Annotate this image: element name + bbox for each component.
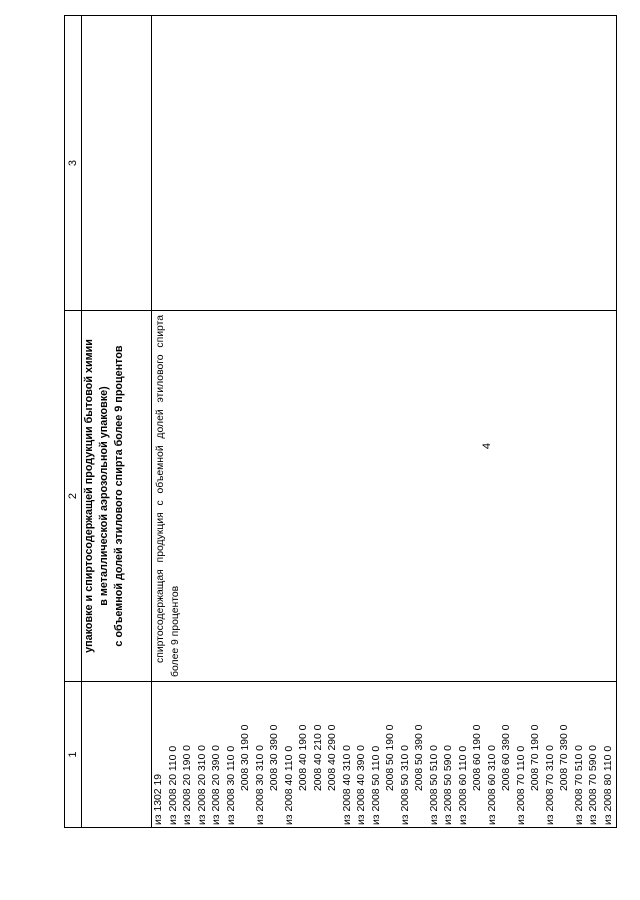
section-title-line: в металлической аэрозольной упаковке): [98, 386, 110, 606]
code-line: из 2008 50 590 0: [443, 745, 454, 825]
code-line: 2008 50 190 0: [385, 724, 396, 791]
header-col-1: 1: [65, 682, 82, 828]
code-line: из 2008 70 510 0: [573, 745, 585, 825]
tariff-codes-table: [64, 15, 617, 828]
description-text: спиртосодержащая продукция с объемной долей этилового спирта более 9 процентов: [155, 315, 181, 677]
code-line: из 2008 50 510 0: [428, 745, 440, 825]
code-line: из 2008 70 590 0: [588, 745, 599, 825]
rotated-table-sheet: [64, 16, 614, 828]
code-line: из 2008 30 310 0: [254, 745, 266, 825]
code-line: из 2008 80 110 0: [602, 745, 614, 825]
section-title-code-cell: [82, 682, 152, 828]
code-line: из 2008 50 110 0: [370, 745, 382, 825]
code-line: из 2008 70 110 0: [515, 745, 527, 825]
code-line: 2008 50 390 0: [414, 724, 425, 791]
code-line: 2008 40 190 0: [298, 724, 309, 791]
section-title-row: [82, 16, 152, 828]
code-line: 2008 70 190 0: [530, 724, 541, 791]
code-line: из 2008 20 310 0: [196, 745, 208, 825]
code-line: 2008 70 390 0: [559, 724, 570, 791]
code-line: из 2008 20 390 0: [211, 745, 222, 825]
code-line: из 2008 50 310 0: [399, 745, 411, 825]
section-title-line: с объемной долей этилового спирта более 9 процентов: [113, 345, 125, 647]
code-line: из 2008 40 390 0: [356, 745, 367, 825]
header-col-3: 3: [65, 16, 82, 311]
section-title-line: упаковке и спиртосодержащей продукции бытовой химии: [83, 339, 95, 653]
code-line: из 2008 20 190 0: [182, 745, 193, 825]
code-line: 2008 60 390 0: [501, 724, 512, 791]
page-number: 4: [481, 442, 494, 450]
empty-col-3-cell: [152, 16, 617, 311]
code-line: 2008 40 210 0: [312, 724, 324, 791]
codes-list: [152, 682, 617, 828]
code-line: 2008 30 190 0: [240, 724, 251, 791]
section-title: [82, 311, 152, 682]
code-line: из 2008 60 110 0: [457, 745, 469, 825]
code-line: из 2008 60 310 0: [486, 745, 498, 825]
code-line: из 2008 40 110 0: [283, 745, 295, 825]
code-line: из 2008 40 310 0: [341, 745, 353, 825]
code-line: из 2008 70 310 0: [544, 745, 556, 825]
code-line: 2008 40 290 0: [327, 724, 338, 791]
table-header-row: [65, 16, 82, 828]
code-line: 2008 30 390 0: [269, 724, 280, 791]
code-line: из 2008 30 110 0: [225, 745, 237, 825]
description-cell: [152, 311, 617, 682]
codes-row: [152, 16, 617, 828]
code-line: 2008 60 190 0: [472, 724, 483, 791]
code-line: из 1302 19: [153, 773, 164, 825]
section-title-empty-cell: [82, 16, 152, 311]
header-col-2: 2: [65, 311, 82, 682]
code-line: из 2008 20 110 0: [167, 745, 179, 825]
